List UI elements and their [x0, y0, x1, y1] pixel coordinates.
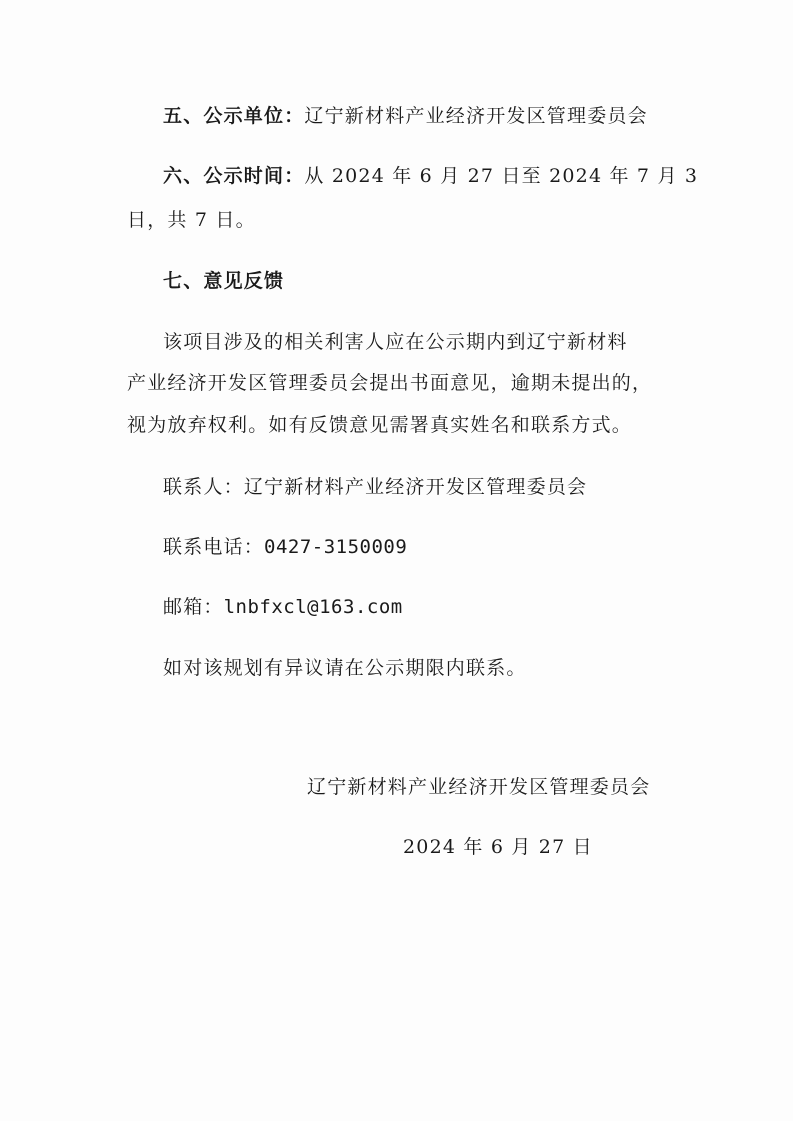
section6-line1 — [163, 167, 698, 186]
contact-person-line — [163, 478, 587, 497]
contact-person-value: 辽宁新材料产业经济开发区管理委员会 — [243, 476, 588, 498]
signature-organization: 辽宁新材料产业经济开发区管理委员会 — [307, 776, 651, 798]
feedback-paragraph-line3: 视为放弃权利。如有反馈意见需署真实姓名和联系方式。 — [127, 414, 633, 436]
section5-line — [163, 107, 648, 126]
closing-note: 如对该规划有异议请在公示期限内联系。 — [163, 657, 527, 679]
contact-email-label: 邮箱： — [163, 596, 224, 618]
contact-email-value: lnbfxcl@163.com — [223, 596, 403, 618]
contact-phone-label: 联系电话： — [163, 536, 265, 558]
section6-label: 六、公示时间： — [163, 165, 305, 187]
section6-line2 — [127, 211, 256, 230]
contact-email-line — [163, 598, 403, 617]
contact-phone-line — [163, 538, 407, 557]
signature-date: 2024 年 6 月 27 日 — [403, 836, 593, 858]
section5-value: 辽宁新材料产业经济开发区管理委员会 — [304, 105, 648, 127]
feedback-paragraph-line2: 产业经济开发区管理委员会提出书面意见，逾期未提出的， — [127, 372, 653, 394]
contact-person-label: 联系人： — [163, 476, 244, 498]
section6-value-line1: 从 2024 年 6 月 27 日至 2024 年 7 月 3 — [304, 165, 699, 187]
section5-label: 五、公示单位： — [163, 105, 305, 127]
contact-phone-value: 0427-3150009 — [264, 536, 408, 558]
section6-value-line2: 日，共 7 日。 — [127, 209, 256, 231]
feedback-paragraph-line1: 该项目涉及的相关利害人应在公示期内到辽宁新材料 — [163, 331, 628, 353]
section7-heading: 七、意见反馈 — [163, 270, 285, 292]
